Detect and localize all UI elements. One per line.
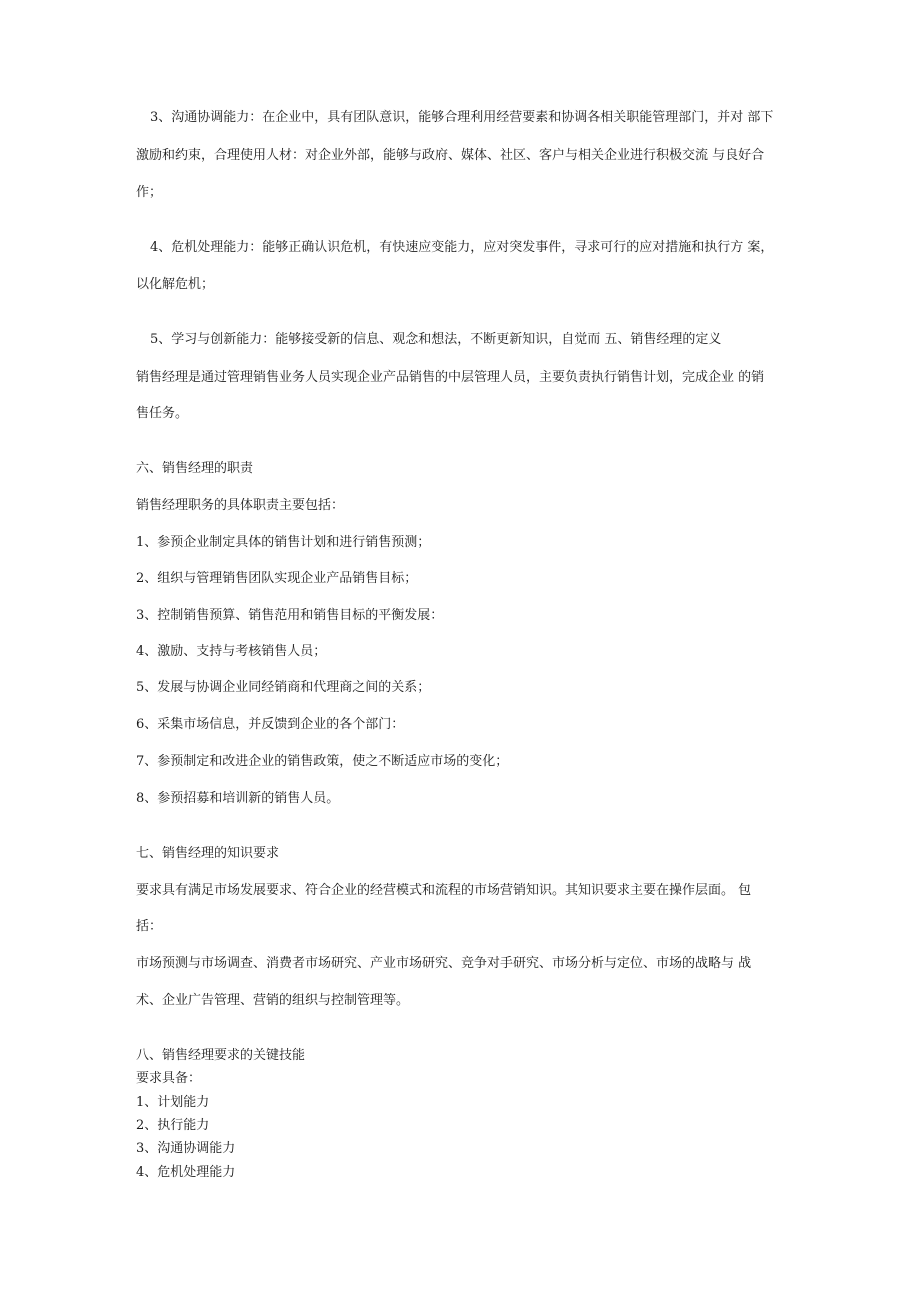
- paragraph-line: 括：: [136, 919, 163, 934]
- list-item: 4、危机处理能力: [136, 1165, 236, 1180]
- list-item: 1、参预企业制定具体的销售计划和进行销售预测；: [136, 535, 431, 550]
- section-heading: 六、销售经理的职责: [136, 461, 254, 476]
- list-item: 1、计划能力: [136, 1095, 210, 1110]
- section-heading: 七、销售经理的知识要求: [136, 846, 280, 861]
- paragraph-line: 术、企业广告管理、营销的组织与控制管理等。: [136, 993, 410, 1008]
- list-item: 3、控制销售预算、销售范用和销售目标的平衡发展：: [136, 608, 444, 623]
- list-item: 2、执行能力: [136, 1118, 210, 1133]
- paragraph-line: 以化解危机；: [136, 277, 215, 292]
- paragraph-line: 4、危机处理能力：能够正确认识危机，有快速应变能力，应对突发事件，寻求可行的应对措施和执行方 案，: [150, 240, 774, 255]
- list-item: 8、参预招募和培训新的销售人员。: [136, 791, 340, 806]
- paragraph-line: 要求具有满足市场发展要求、符合企业的经营模式和流程的市场营销知识。其知识要求主要在操作层面。 包: [136, 883, 752, 898]
- paragraph-line: 销售经理是通过管理销售业务人员实现企业产品销售的中层管理人员，主要负责执行销售计划，完成企业 的销: [136, 370, 765, 385]
- paragraph-line: 激励和约束，合理使用人材：对企业外部，能够与政府、媒体、社区、客户与相关企业进行积极交流 与良好合: [136, 148, 765, 163]
- list-item: 5、发展与协调企业同经销商和代理商之间的关系；: [136, 680, 431, 695]
- paragraph-line: 销售经理职务的具体职责主要包括：: [136, 498, 345, 513]
- paragraph-line: 3、沟通协调能力：在企业中，具有团队意识，能够合理利用经营要素和协调各相关职能管理部门，并对 部下: [150, 110, 774, 125]
- list-item: 7、参预制定和改进企业的销售政策，使之不断适应市场的变化；: [136, 754, 509, 769]
- paragraph-line: 市场预测与市场调查、消费者市场研究、产业市场研究、竞争对手研究、市场分析与定位、市场的战略与 战: [136, 956, 752, 971]
- list-item: 6、采集市场信息，并反馈到企业的各个部门：: [136, 717, 405, 732]
- list-item: 2、组织与管理销售团队实现企业产品销售目标；: [136, 571, 418, 586]
- paragraph-line: 5、学习与创新能力：能够接受新的信息、观念和想法，不断更新知识，自觉而 五、销售经理的定义: [150, 332, 722, 347]
- list-item: 4、激励、支持与考核销售人员；: [136, 644, 327, 659]
- paragraph-line: 售任务。: [136, 406, 189, 421]
- paragraph-line: 作；: [136, 185, 163, 200]
- section-heading: 八、销售经理要求的关键技能: [136, 1048, 306, 1063]
- paragraph-line: 要求具备：: [136, 1071, 202, 1086]
- list-item: 3、沟通协调能力: [136, 1141, 236, 1156]
